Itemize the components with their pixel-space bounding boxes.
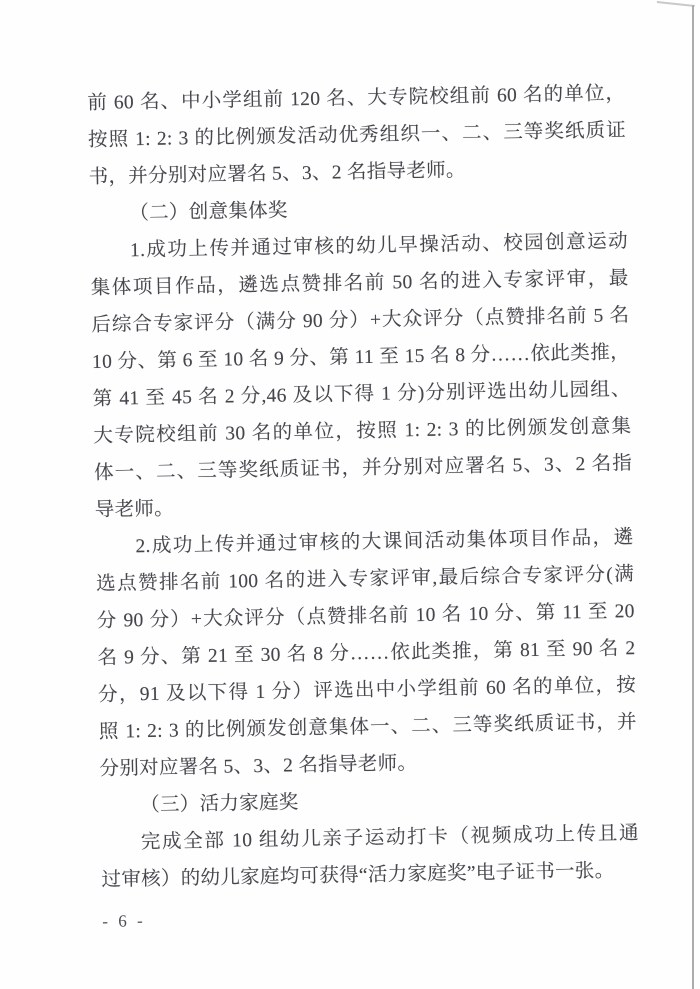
text-line: 集体项目作品，遴选点赞排名前 50 名的进入专家评审，最 (90, 268, 629, 299)
text-line: 分别对应署名 5、3、2 名指导老师。 (99, 753, 418, 780)
text-line: 导老师。 (94, 498, 175, 521)
text-line: 2.成功上传并通过审核的大课间活动集体项目作品，遴 (135, 527, 634, 558)
text-line: 过审核）的幼儿家庭均可获得“活力家庭奖”电子证书一张。 (101, 860, 615, 891)
text-line: 10 分、第 6 至 10 名 9 分、第 11 至 15 名 8 分……依此类推， (91, 342, 631, 373)
text-line: 选点赞排名前 100 名的进入专家评审,最后综合专家评分(满 (95, 564, 635, 595)
text-line: 第 41 至 45 名 2 分,46 及以下得 1 分)分别评选出幼儿园组、 (92, 379, 631, 410)
scan-corner-edge-line (657, 1, 695, 7)
text-line: 完成全部 10 组幼儿亲子运动打卡（视频成功上传且通 (140, 823, 640, 854)
text-line: 前 60 名、中小学组前 120 名、大专院校组前 60 名的单位， (87, 83, 626, 114)
text-line: 名 9 分、第 21 至 30 名 8 分……依此类推，第 81 至 90 名 2 (97, 638, 636, 669)
heading-section-2: （二）创意集体奖 (129, 200, 288, 225)
text-line: 1.成功上传并通过审核的幼儿早操活动、校园创意运动 (129, 231, 629, 262)
page-number: - 6 - (102, 911, 146, 931)
text-line: 后综合专家评分（满分 90 分）+大众评分（点赞排名前 5 名 (91, 305, 630, 336)
text-line: 书，并分别对应署名 5、3、2 名指导老师。 (88, 160, 466, 188)
scan-right-edge-line (692, 5, 694, 989)
text-line: 大专院校组前 30 名的单位，按照 1: 2: 3 的比例颁发创意集 (93, 416, 632, 447)
text-line: 按照 1: 2: 3 的比例颁发活动优秀组织一、二、三等奖纸质证 (87, 120, 627, 151)
heading-section-3: （三）活力家庭奖 (140, 792, 299, 817)
text-line: 分 90 分）+大众评分（点赞排名前 10 名 10 分、第 11 至 20 (96, 601, 635, 632)
text-line: 分，91 及以下得 1 分）评选出中小学组前 60 名的单位，按 (97, 675, 637, 706)
text-line: 体一、二、三等奖纸质证书，并分别对应署名 5、3、2 名指 (93, 453, 633, 484)
text-line: 照 1: 2: 3 的比例颁发创意集体一、二、三等奖纸质证书，并 (98, 712, 637, 743)
document-body (87, 75, 640, 932)
